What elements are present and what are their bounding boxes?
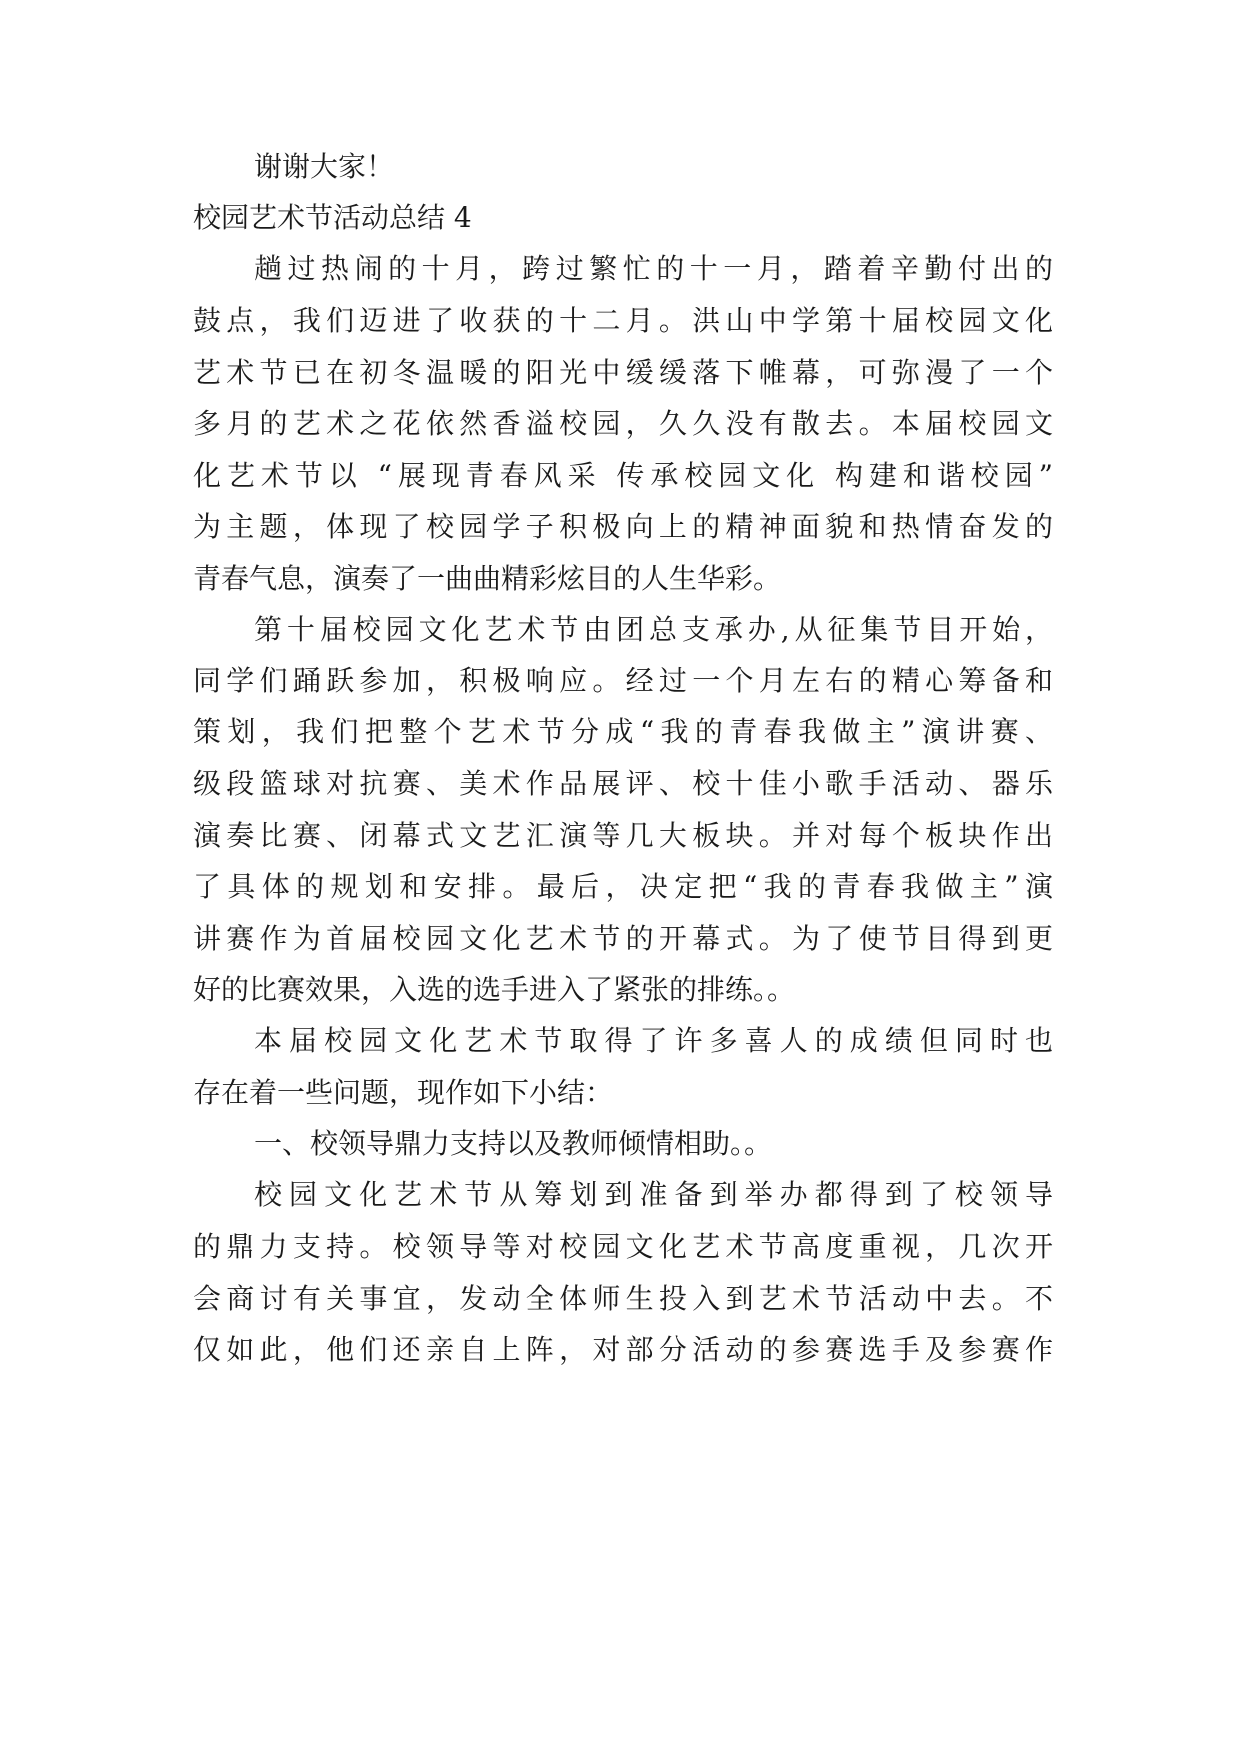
section-heading: 校园艺术节活动总结 4: [193, 201, 472, 234]
paragraph-line: 趟过热闹的十月，跨过繁忙的十一月，踏着辛勤付出的: [254, 252, 1053, 285]
paragraph-line: 为主题，体现了校园学子积极向上的精神面貌和热情奋发的: [193, 510, 1053, 543]
paragraph-line: 谢谢大家！: [254, 150, 395, 183]
paragraph-line: 第十届校园文化艺术节由团总支承办,从征集节目开始，: [254, 613, 1053, 646]
paragraph-line: 多月的艺术之花依然香溢校园，久久没有散去。本届校园文: [193, 407, 1053, 440]
paragraph-line: 存在着一些问题，现作如下小结：: [193, 1076, 614, 1109]
paragraph-line: 本届校园文化艺术节取得了许多喜人的成绩但同时也: [254, 1024, 1053, 1057]
paragraph-line: 了具体的规划和安排。最后，决定把“我的青春我做主”演: [193, 870, 1053, 903]
paragraph-line: 的鼎力支持。校领导等对校园文化艺术节高度重视，几次开: [193, 1230, 1053, 1263]
paragraph-line: 会商讨有关事宜，发动全体师生投入到艺术节活动中去。不: [193, 1282, 1053, 1315]
paragraph-line: 鼓点，我们迈进了收获的十二月。洪山中学第十届校园文化: [193, 304, 1053, 337]
paragraph-line: 一、校领导鼎力支持以及教师倾情相助。。: [254, 1127, 773, 1160]
paragraph-line: 化艺术节以 “展现青春风采 传承校园文化 构建和谐校园”: [193, 459, 1053, 492]
paragraph-line: 仅如此，他们还亲自上阵，对部分活动的参赛选手及参赛作: [193, 1333, 1053, 1366]
paragraph-line: 艺术节已在初冬温暖的阳光中缓缓落下帷幕，可弥漫了一个: [193, 356, 1053, 389]
paragraph-line: 好的比赛效果，入选的选手进入了紧张的排练。。: [193, 973, 796, 1006]
paragraph-line: 级段篮球对抗赛、美术作品展评、校十佳小歌手活动、器乐: [193, 767, 1053, 800]
paragraph-line: 青春气息，演奏了一曲曲精彩炫目的人生华彩。: [193, 562, 782, 595]
paragraph-line: 校园文化艺术节从筹划到准备到举办都得到了校领导: [254, 1178, 1053, 1211]
paragraph-line: 演奏比赛、闭幕式文艺汇演等几大板块。并对每个板块作出: [193, 819, 1053, 852]
paragraph-line: 同学们踊跃参加，积极响应。经过一个月左右的精心筹备和: [193, 664, 1053, 697]
paragraph-line: 讲赛作为首届校园文化艺术节的开幕式。为了使节目得到更: [193, 922, 1053, 955]
paragraph-line: 策划，我们把整个艺术节分成“我的青春我做主”演讲赛、: [193, 715, 1053, 748]
